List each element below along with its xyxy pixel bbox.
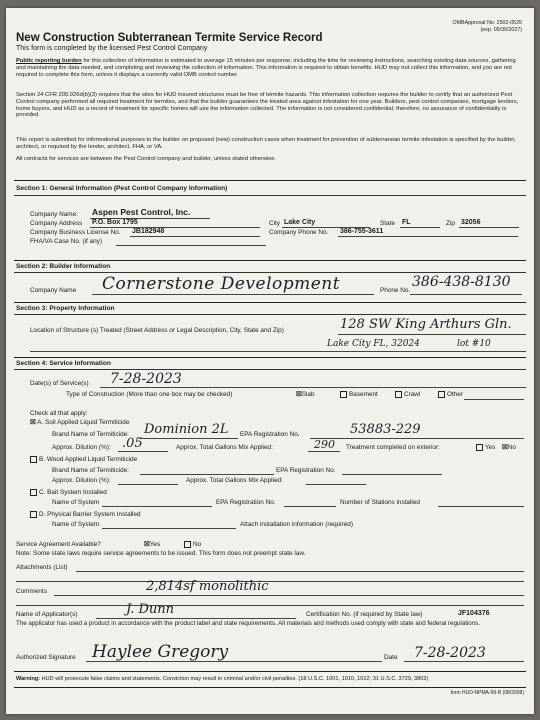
fha-case-field[interactable] bbox=[116, 245, 266, 246]
checkbox-icon bbox=[30, 456, 37, 463]
checked-icon: ☒ bbox=[144, 541, 150, 548]
applicator-field[interactable]: J. Dunn bbox=[126, 602, 175, 617]
location-label: Location of Structure (s) Treated (Street Address or Legal Description, City, State and Zip) bbox=[30, 327, 284, 334]
b-brand-label: Brand Name of Termiticide: bbox=[52, 467, 129, 474]
license-label: Company Business License No. bbox=[30, 229, 121, 236]
builder-name-label: Company Name bbox=[30, 287, 77, 294]
checkbox-icon bbox=[184, 541, 191, 548]
dilution-label: Approx. Dilution (%): bbox=[52, 444, 111, 451]
company-address-field[interactable]: P.O. Box 1795 bbox=[92, 219, 138, 226]
company-name-label: Company Name: bbox=[30, 211, 78, 218]
checkbox-icon bbox=[438, 391, 445, 398]
b-dilution-label: Approx. Dilution (%): bbox=[52, 477, 111, 484]
attachments-label: Attachments (List) bbox=[16, 564, 68, 571]
exterior-label: Treatment completed on exterior: bbox=[346, 444, 440, 451]
brand-label: Brand Name of Termiticide: bbox=[52, 431, 129, 438]
b-epa-label: EPA Registration No. bbox=[276, 467, 336, 474]
state-label: State bbox=[380, 220, 395, 227]
divider bbox=[14, 302, 526, 303]
construction-crawl[interactable]: Crawl bbox=[395, 391, 420, 398]
construction-basement[interactable]: Basement bbox=[340, 391, 378, 398]
construction-type-label: Type of Construction (More than one box may be checked) bbox=[66, 391, 233, 398]
option-c-bait-system[interactable]: C. Bait System Installed bbox=[30, 489, 107, 496]
location-line2[interactable]: Lake City FL, 32024 bbox=[327, 339, 420, 349]
divider bbox=[14, 180, 526, 181]
c-system-label: Name of System bbox=[52, 499, 100, 506]
service-date-field[interactable]: 7-28-2023 bbox=[110, 371, 182, 387]
city-label: City bbox=[269, 220, 281, 227]
applicator-label: Name of Applicator(s) bbox=[16, 611, 78, 618]
burden-notice: Public reporting burden for this collection of information is estimated to average 15 minutes per response, including the time for reviewing instructions, searching existing data sources, gathering and maintaining the data needed, and completing and reviewing the collection of information. This information is required to obtain benefits. HUD may not collect this information, and you are not required to complete this form, unless it displays a currently valid OMB control number. bbox=[16, 58, 516, 78]
section4-heading: Section 4: Service Information bbox=[16, 360, 111, 367]
brand-field[interactable]: Dominion 2L bbox=[144, 422, 229, 437]
attachments-field[interactable] bbox=[76, 571, 524, 572]
zip-label: Zip bbox=[446, 220, 455, 227]
check-all-label: Check all that apply: bbox=[30, 410, 88, 417]
checked-icon: ☒ bbox=[30, 419, 36, 426]
comments-label: Comments bbox=[16, 588, 47, 595]
divider bbox=[14, 671, 526, 672]
section3-heading: Section 3: Property Information bbox=[16, 305, 115, 312]
d-attach-label: Attach installation information (required) bbox=[240, 521, 353, 528]
divider bbox=[14, 260, 526, 261]
dilution-field[interactable]: .05 bbox=[122, 436, 143, 451]
epa-label: EPA Registration No. bbox=[240, 431, 300, 438]
checkbox-icon bbox=[395, 391, 402, 398]
d-system-label: Name of System bbox=[52, 521, 100, 528]
divider bbox=[14, 195, 526, 196]
warning-notice: Warning: HUD will prosecute false claims and statements. Conviction may result in criminal and/or civil penalties. (18 U.S.C. 1001, 1010, 1012; 31 U.S.C. 3729, 3802) bbox=[16, 676, 429, 682]
compliance-statement: The applicator has used a product in accordance with the product label and state requirements. All materials and methods used comply with state and federal regulations. bbox=[16, 620, 480, 627]
omb-number: OMBApproval No. 2502-0525 (exp. 09/30/2027) bbox=[452, 20, 522, 33]
section2-heading: Section 2: Builder Information bbox=[16, 263, 111, 270]
c-epa-label: EPA Registration No. bbox=[216, 499, 276, 506]
gallons-label: Approx. Total Gallons Mix Applied: bbox=[176, 444, 273, 451]
exterior-yes[interactable]: Yes bbox=[476, 444, 495, 451]
form-page bbox=[6, 8, 534, 714]
contracts-notice: All contracts for services are between the Pest Control company and builder, unless stated otherwise. bbox=[16, 156, 277, 162]
option-a-soil-liquid[interactable]: ☒ A. Soil Applied Liquid Termiticide bbox=[30, 419, 130, 426]
divider bbox=[14, 357, 526, 358]
construction-other[interactable]: Other bbox=[438, 391, 463, 398]
lot-number[interactable]: lot #10 bbox=[457, 339, 491, 349]
section24-notice: Section 24 CFR 200.926d(b)(3) requires that the sites for HUD insured structures must be free of termite hazards. This information collection requires the builder to certify that an authorized Pest Control company performed all required treatment for termites, and that the builder guarantees the treated area against infestation for one year. Builders, pest control companies, mortgage lenders, home buyers, and HUD as a record of treatment for specific homes will use the information collected. The information is not considered confidential, therefore, no assurance of confidentiality is provided. bbox=[16, 92, 519, 119]
location-line1[interactable]: 128 SW King Arthurs Gln. bbox=[340, 317, 512, 332]
divider bbox=[14, 687, 526, 688]
builder-phone-label: Phone No. bbox=[380, 287, 411, 294]
agreement-yes[interactable]: ☒Yes bbox=[144, 541, 161, 548]
checked-icon: ☒ bbox=[502, 444, 508, 451]
report-notice: This report is submitted for informational purposes to the builder on proposed (new) construction cases when treatment for prevention of subterranean termite infestation is specified by the builder, architect, or required by the lender, architect, FHA, or VA. bbox=[16, 137, 516, 150]
option-b-wood-liquid[interactable]: B. Wood Applied Liquid Termiticide bbox=[30, 456, 137, 463]
page-title: New Construction Subterranean Termite Service Record bbox=[16, 32, 323, 44]
state-law-note: Note: Some state laws require service agreements to be issued. This form does not preempt state law. bbox=[16, 550, 306, 557]
city-field[interactable]: Lake City bbox=[284, 219, 316, 226]
company-phone-label: Company Phone No. bbox=[269, 229, 329, 236]
date-label: Date bbox=[384, 654, 398, 661]
checkbox-icon bbox=[476, 444, 483, 451]
agreement-no[interactable]: No bbox=[184, 541, 201, 548]
zip-field[interactable]: 32056 bbox=[461, 219, 481, 226]
company-phone-field[interactable]: 386-755-3611 bbox=[340, 228, 384, 235]
epa-field[interactable]: 53883-229 bbox=[350, 422, 421, 437]
divider bbox=[14, 314, 526, 315]
page-subtitle: This form is completed by the licensed Pest Control Company bbox=[16, 45, 208, 52]
construction-slab[interactable]: ☒Slab bbox=[296, 391, 315, 398]
fha-case-label: FHA/VA Case No. (if any) bbox=[30, 238, 102, 245]
company-address-label: Company Address bbox=[30, 220, 83, 227]
certification-field[interactable]: JF104376 bbox=[458, 610, 490, 617]
checkbox-icon bbox=[340, 391, 347, 398]
divider bbox=[14, 369, 526, 370]
certification-label: Certification No. (if required by State law) bbox=[306, 611, 423, 618]
checkbox-icon bbox=[30, 489, 37, 496]
exterior-no[interactable]: ☒No bbox=[502, 444, 516, 451]
company-name-field[interactable]: Aspen Pest Control, Inc. bbox=[92, 207, 191, 217]
signature-label: Authorized Signature bbox=[16, 654, 76, 661]
checkbox-icon bbox=[30, 511, 37, 518]
option-d-physical-barrier[interactable]: D. Physical Barrier System Installed bbox=[30, 511, 141, 518]
service-agreement-label: Service Agreement Available? bbox=[16, 541, 101, 548]
b-gallons-label: Approx. Total Gallons Mix Applied: bbox=[186, 477, 283, 484]
date-field[interactable]: 7-28-2023 bbox=[414, 645, 486, 661]
service-date-label: Date(s) of Service(s) bbox=[30, 380, 89, 387]
state-field[interactable]: FL bbox=[402, 219, 411, 226]
form-number: form HUD-NPMA-99-B (08/2008) bbox=[450, 690, 524, 696]
divider bbox=[14, 272, 526, 273]
license-field[interactable]: JB182948 bbox=[132, 228, 165, 235]
section1-heading: Section 1: General Information (Pest Control Company Information) bbox=[16, 185, 228, 192]
comments-field[interactable]: 2,814sf monolithic bbox=[146, 579, 269, 594]
slab-checked-icon: ☒ bbox=[296, 391, 302, 398]
c-stations-label: Number of Stations installed bbox=[340, 499, 420, 506]
signature-field[interactable]: Haylee Gregory bbox=[92, 642, 229, 662]
gallons-field[interactable]: 290 bbox=[314, 438, 335, 451]
builder-phone-field[interactable]: 386-438-8130 bbox=[412, 274, 511, 290]
builder-name-field[interactable]: Cornerstone Development bbox=[102, 274, 341, 294]
